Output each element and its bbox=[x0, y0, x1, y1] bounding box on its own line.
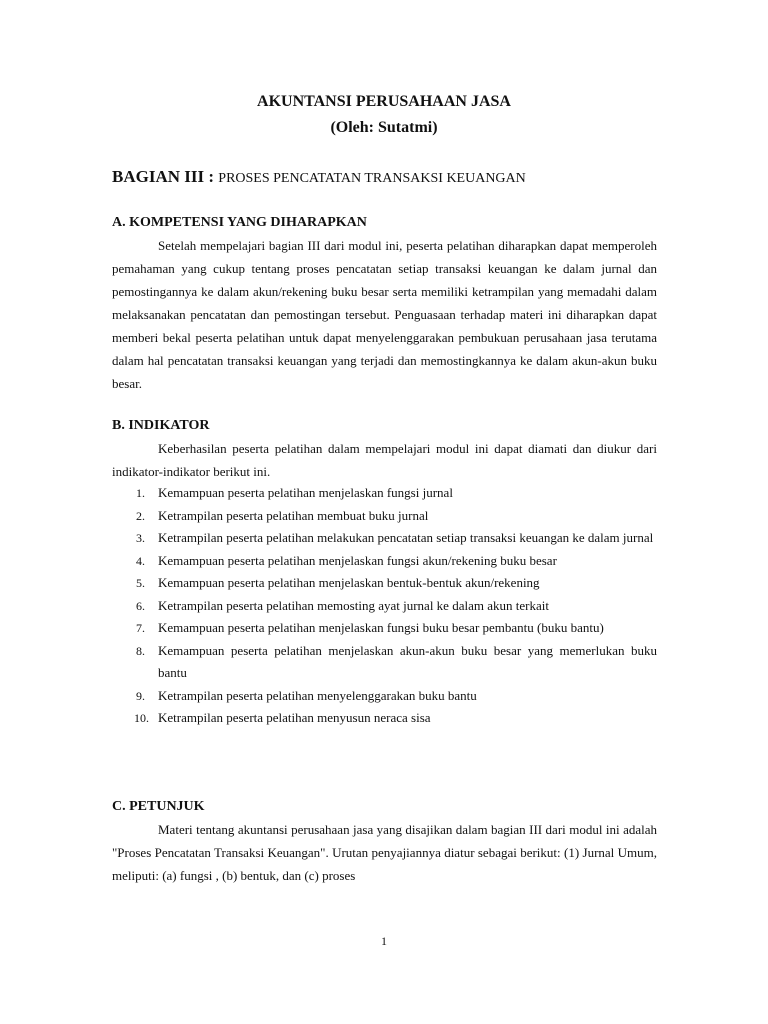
list-item bbox=[112, 640, 657, 685]
list-item bbox=[112, 505, 657, 528]
list-item bbox=[112, 527, 657, 550]
indicator-list bbox=[112, 482, 657, 730]
section-label: BAGIAN III : bbox=[112, 167, 219, 186]
page-number: 1 bbox=[381, 934, 387, 948]
list-item-number: 1. bbox=[136, 486, 145, 500]
list-item-text: Ketrampilan peserta pelatihan menyelenggarakan buku bantu bbox=[158, 687, 477, 703]
list-item bbox=[112, 595, 657, 618]
section-topic: PROSES PENCATATAN TRANSAKSI KEUANGAN bbox=[218, 171, 526, 186]
list-item bbox=[112, 707, 657, 730]
list-item-text: Kemampuan peserta pelatihan menjelaskan fungsi buku besar pembantu (buku bantu) bbox=[158, 620, 604, 635]
list-item-text: Ketrampilan peserta pelatihan memosting ayat jurnal ke dalam akun terkait bbox=[158, 597, 549, 613]
list-item-text: Ketrampilan peserta pelatihan menyusun neraca sisa bbox=[158, 710, 431, 725]
list-item bbox=[112, 550, 657, 573]
list-item-number: 5. bbox=[136, 576, 145, 590]
document-title: AKUNTANSI PERUSAHAAN JASA bbox=[257, 93, 511, 110]
list-item-number: 7. bbox=[136, 621, 145, 635]
list-item bbox=[112, 617, 657, 640]
list-item-text: Kemampuan peserta pelatihan menjelaskan akun-akun buku besar yang memerlukan buku bantu bbox=[158, 642, 657, 680]
list-item-text: Kemampuan peserta pelatihan menjelaskan fungsi akun/rekening buku besar bbox=[158, 552, 557, 568]
list-item-number: 3. bbox=[136, 531, 145, 545]
list-item-text: Kemampuan peserta pelatihan menjelaskan fungsi jurnal bbox=[158, 485, 453, 500]
list-item-number: 8. bbox=[136, 643, 145, 658]
list-item-text: Ketrampilan peserta pelatihan membuat buku jurnal bbox=[158, 507, 429, 523]
paragraph-indikator: Keberhasilan peserta pelatihan dalam mempelajari modul ini dapat diamati dan diukur dari indikator-indikator berikut ini. bbox=[112, 441, 657, 479]
list-item-number: 4. bbox=[136, 553, 145, 568]
list-item-number: 6. bbox=[136, 598, 145, 613]
section-title bbox=[112, 167, 526, 187]
heading-indikator: B. INDIKATOR bbox=[112, 418, 210, 433]
list-item-number: 9. bbox=[136, 688, 145, 703]
list-item-number: 10. bbox=[134, 711, 149, 725]
paragraph-petunjuk: Materi tentang akuntansi perusahaan jasa yang disajikan dalam bagian III dari modul ini adalah "Proses Pencatatan Transaksi Keuangan". Urutan penyajiannya diatur sebagai berikut: (1) Jurnal Umum, meliputi: (a) fungsi , (b) bentuk, dan (c) proses bbox=[112, 822, 657, 883]
heading-kompetensi: A. KOMPETENSI YANG DIHARAPKAN bbox=[112, 215, 367, 230]
list-item bbox=[112, 685, 657, 708]
paragraph-kompetensi: Setelah mempelajari bagian III dari modul ini, peserta pelatihan diharapkan dapat memperoleh pemahaman yang cukup tentang proses pencatatan setiap transaksi keuangan ke dalam jurnal dan pemostingannya ke dalam akun/rekening buku besar serta memiliki ketrampilan yang memadahi dalam melaksanakan pencatatan dan pemostingan tersebut. Penguasaan terhadap materi ini diharapkan dapat memberi bekal peserta pelatihan untuk dapat menyelenggarakan pembukuan perusahaan jasa terutama dalam hal pencatatan transaksi keuangan yang terjadi dan memostingkannya ke dalam akun-akun buku besar. bbox=[112, 238, 657, 391]
list-item-text: Ketrampilan peserta pelatihan melakukan pencatatan setiap transaksi keuangan ke dalam jurnal bbox=[158, 530, 654, 545]
document-author: (Oleh: Sutatmi) bbox=[330, 119, 438, 136]
list-item-text: Kemampuan peserta pelatihan menjelaskan bentuk-bentuk akun/rekening bbox=[158, 575, 540, 590]
list-item bbox=[112, 572, 657, 595]
list-item-number: 2. bbox=[136, 508, 145, 523]
heading-petunjuk: C. PETUNJUK bbox=[112, 799, 205, 814]
list-item bbox=[112, 482, 657, 505]
